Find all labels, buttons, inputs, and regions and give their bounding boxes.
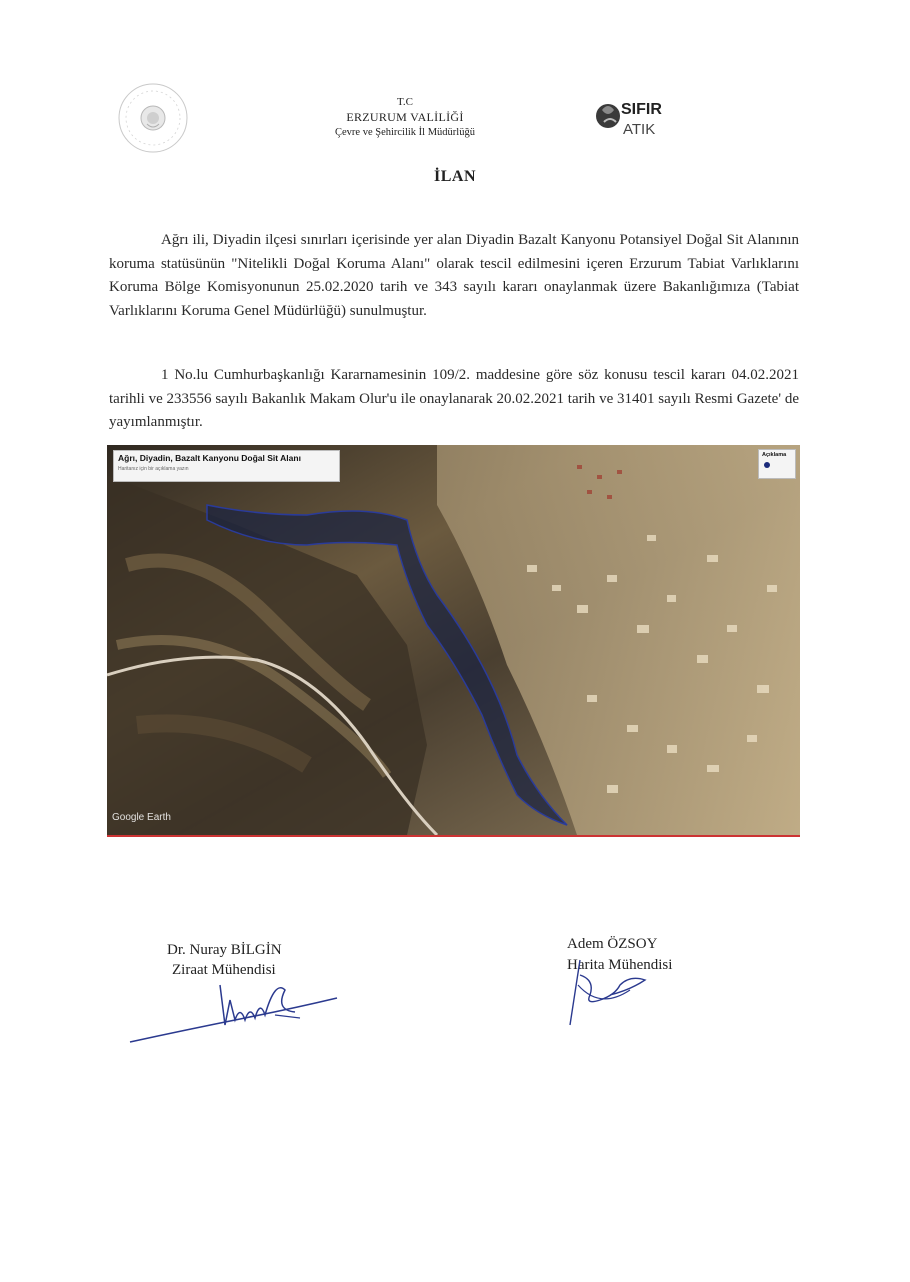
signatory-1-title: Ziraat Mühendisi [172, 962, 276, 978]
governorship-seal-logo [117, 82, 189, 154]
paragraph-2 [109, 364, 799, 435]
map-legend-label: Açıklama [762, 452, 787, 458]
google-earth-watermark: Google Earth [112, 812, 171, 823]
paragraph-1-text: Ağrı ili, Diyadin ilçesi sınırları içerisinde yer alan Diyadin Bazalt Kanyonu Potansiyel Doğal Sit Alanının koruma statüsünün "Nitelikli Doğal Koruma Alanı" olarak tescil edilmesini içeren Erzurum Tabiat Varlıklarını Koruma Bölge Komisyonunun 25.02.2020 tarih ve 343 sayılı kararı onaylanmak üzere Bakanlığımıza (Tabiat Varlıklarını Koruma Genel Müdürlüğü) sunulmuştur. [109, 232, 799, 319]
announcement-title: İLAN [433, 168, 476, 185]
paragraph-2-text: 1 No.lu Cumhurbaşkanlığı Kararnamesinin 109/2. maddesine göre söz konusu tescil kararı 04.02.2021 tarihli ve 233556 sayılı Bakanlık Makam Olur'u ile onaylanarak 20.02.2021 tarih ve 31401 sayılı Resmi Gazete' de yayımlanmıştır. [109, 367, 799, 430]
zero-waste-logo-line1: SIFIR [621, 101, 662, 118]
zero-waste-logo-line2: ATIK [623, 121, 656, 138]
letterhead [255, 95, 555, 140]
header-department: Çevre ve Şehircilik İl Müdürlüğü [335, 127, 475, 138]
map-legend-swatch-icon [764, 462, 770, 468]
map-subtitle: Haritanız için bir açıklama yazın [118, 466, 189, 472]
satellite-map-image [107, 445, 800, 837]
signatory-2-title: Harita Mühendisi [567, 957, 673, 973]
header-governorship: ERZURUM VALİLİĞİ [346, 110, 464, 124]
map-title: Ağrı, Diyadin, Bazalt Kanyonu Doğal Sit Alanı [118, 453, 301, 463]
paragraph-1 [109, 229, 799, 323]
header-tc: T.C [397, 96, 413, 108]
zero-waste-logo [592, 88, 672, 148]
signatory-1-signature [125, 960, 345, 1050]
signatory-1-name: Dr. Nuray BİLGİN [167, 942, 282, 958]
signatory-2-signature [560, 955, 680, 1030]
signatory-2-name: Adem ÖZSOY [567, 936, 658, 952]
